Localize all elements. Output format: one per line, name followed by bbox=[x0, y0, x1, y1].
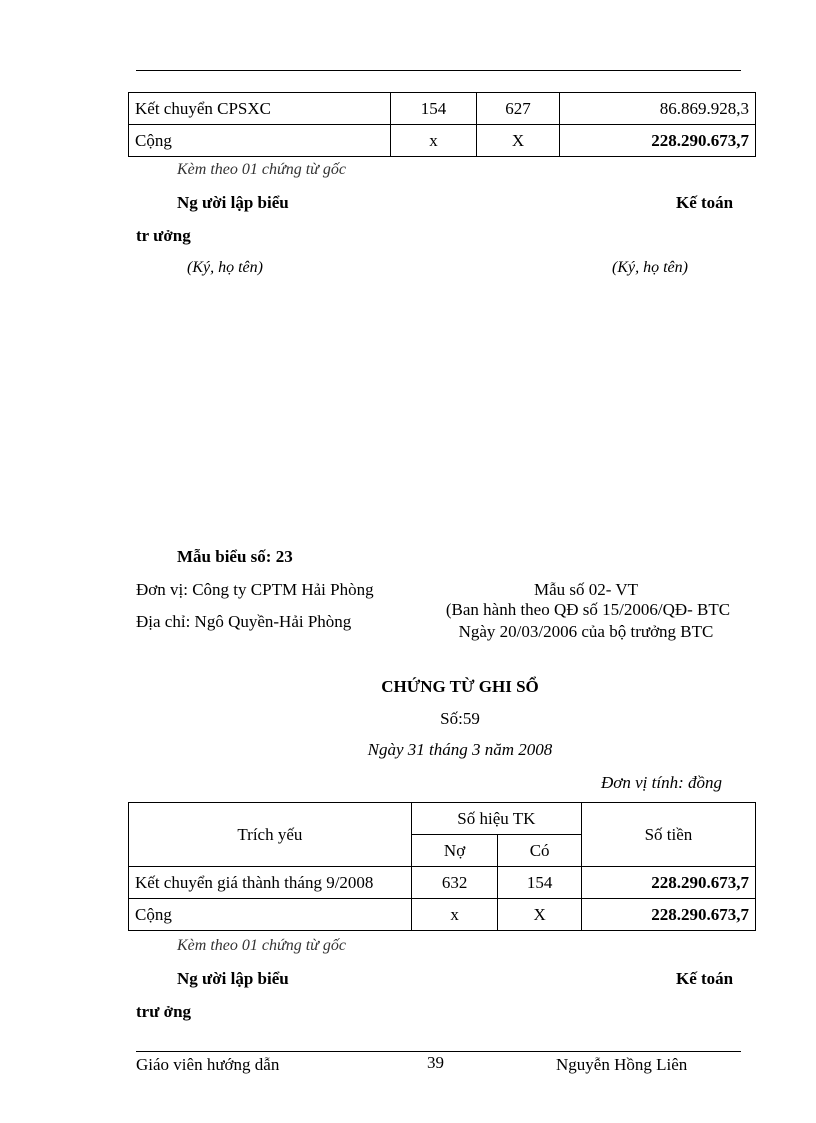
footer-author: Nguyễn Hồng Liên bbox=[556, 1055, 688, 1074]
preparer-label: Ng ười lập biểu bbox=[177, 193, 289, 212]
row-amount-total: 228.290.673,7 bbox=[560, 125, 756, 157]
document-title: CHỨNG TỪ GHI SỔ bbox=[381, 677, 539, 696]
row-credit: X bbox=[498, 899, 582, 931]
header-rule bbox=[136, 70, 741, 71]
row-debit: x bbox=[411, 899, 498, 931]
document-number: Số:59 bbox=[440, 709, 480, 728]
table-row bbox=[129, 93, 756, 125]
preparer-label: Ng ười lập biểu bbox=[177, 969, 289, 988]
page-number: 39 bbox=[427, 1053, 444, 1072]
table-row bbox=[129, 867, 756, 899]
row-description: Kết chuyển giá thành tháng 9/2008 bbox=[129, 867, 412, 899]
template-number: Mẫu biểu số: 23 bbox=[177, 547, 293, 566]
footer-rule bbox=[136, 1051, 741, 1052]
table-header-row bbox=[129, 803, 756, 835]
table-row bbox=[129, 899, 756, 931]
row-credit: X bbox=[477, 125, 560, 157]
row-debit: 154 bbox=[391, 93, 477, 125]
row-amount-total: 228.290.673,7 bbox=[581, 899, 755, 931]
unit-address: Địa chỉ: Ngô Quyền-Hải Phòng bbox=[136, 612, 352, 631]
currency-unit: Đơn vị tính: đồng bbox=[601, 773, 722, 792]
header-amount: Số tiền bbox=[581, 803, 755, 867]
table-row bbox=[129, 125, 756, 157]
row-amount: 86.869.928,3 bbox=[560, 93, 756, 125]
form-issued-by: (Ban hành theo QĐ số 15/2006/QĐ- BTC bbox=[445, 600, 731, 619]
form-code: Mẫu số 02- VT bbox=[533, 580, 639, 599]
row-description: Cộng bbox=[129, 125, 391, 157]
document-date: Ngày 31 tháng 3 năm 2008 bbox=[367, 740, 553, 759]
header-credit: Có bbox=[498, 835, 582, 867]
footer-supervisor: Giáo viên hướng dẫn bbox=[136, 1055, 280, 1074]
preparer-sign-note: (Ký, họ tên) bbox=[187, 259, 263, 276]
row-description: Cộng bbox=[129, 899, 412, 931]
unit-name: Đơn vị: Công ty CPTM Hải Phòng bbox=[136, 580, 374, 599]
row-description: Kết chuyển CPSXC bbox=[129, 93, 391, 125]
chief-accountant-label: Kế toán bbox=[676, 969, 734, 988]
row-debit: 632 bbox=[411, 867, 498, 899]
attach-note: Kèm theo 01 chứng từ gốc bbox=[177, 937, 346, 954]
header-summary: Trích yếu bbox=[129, 803, 412, 867]
chief-accountant-label-cont: tr ưởng bbox=[136, 226, 191, 245]
chief-accountant-label-cont: trư ởng bbox=[136, 1002, 192, 1021]
top-ledger-table bbox=[128, 92, 756, 157]
row-amount: 228.290.673,7 bbox=[581, 867, 755, 899]
attach-note: Kèm theo 01 chứng từ gốc bbox=[177, 161, 346, 178]
row-debit: x bbox=[391, 125, 477, 157]
row-credit: 154 bbox=[498, 867, 582, 899]
header-debit: Nợ bbox=[411, 835, 498, 867]
chief-accountant-label: Kế toán bbox=[676, 193, 734, 212]
header-account-no: Số hiệu TK bbox=[411, 803, 581, 835]
row-credit: 627 bbox=[477, 93, 560, 125]
journal-voucher-table bbox=[128, 802, 756, 931]
accountant-sign-note: (Ký, họ tên) bbox=[612, 259, 688, 276]
form-issued-date: Ngày 20/03/2006 của bộ trưởng BTC bbox=[458, 622, 714, 641]
